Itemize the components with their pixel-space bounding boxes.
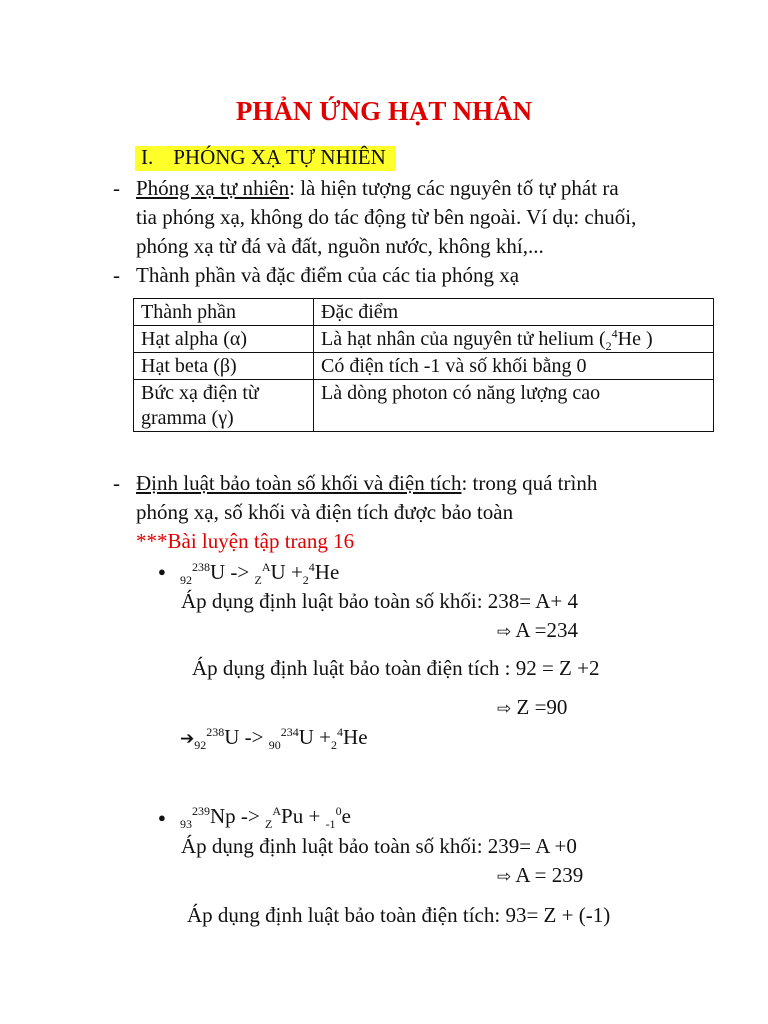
mass-result-2 xyxy=(497,865,583,886)
atomic-number: 90 xyxy=(268,738,281,753)
mass-number: 239 xyxy=(192,804,210,818)
components-intro: Thành phần và đặc điểm của các tia phóng xạ xyxy=(136,263,520,287)
symbol: He xyxy=(343,725,368,749)
table-header-cell: Đặc điểm xyxy=(314,299,714,326)
symbol: He xyxy=(314,560,340,584)
section-number: I. xyxy=(141,145,154,169)
desc-text: He ) xyxy=(617,328,653,350)
page-title: PHẢN ỨNG HẠT NHÂN xyxy=(235,96,533,126)
table-header-cell: Thành phần xyxy=(134,299,314,326)
charge-result-1 xyxy=(497,697,567,718)
definition-line-3: phóng xạ từ đá và đất, nguồn nước, không khí,... xyxy=(136,234,544,258)
arrow-right-icon: ⇨ xyxy=(497,622,512,642)
mass-number: 238 xyxy=(206,725,225,739)
table-cell-desc xyxy=(314,326,714,353)
section-heading xyxy=(135,146,396,171)
mass-conservation-1: Áp dụng định luật bảo toàn số khối: 238= A+ 4 xyxy=(181,589,579,613)
definition-text: : là hiện tượng các nguyên tố tự phát ra xyxy=(289,176,619,200)
atomic-number: 93 xyxy=(180,817,192,832)
mass-conservation-2: Áp dụng định luật bảo toàn số khối: 239= A +0 xyxy=(181,834,577,858)
table-cell-name xyxy=(134,380,314,432)
atomic-number: 92 xyxy=(180,573,192,588)
bullet-icon: ● xyxy=(158,564,166,579)
radiation-properties-table xyxy=(133,298,714,432)
symbol: e xyxy=(341,804,351,828)
equation-2 xyxy=(180,804,351,832)
practice-heading: ***Bài luyện tập trang 16 xyxy=(136,529,355,553)
name-line: Bức xạ điện từ xyxy=(141,382,259,404)
table-cell-name: Hạt beta (β) xyxy=(134,353,314,380)
definition-line-1 xyxy=(136,178,619,199)
desc-text: Là hạt nhân của nguyên tử helium ( xyxy=(321,328,606,350)
term-conservation-law: Định luật bảo toàn số khối và điện tích xyxy=(136,471,462,495)
table-cell-desc: Có điện tích -1 và số khối bằng 0 xyxy=(314,353,714,380)
final-equation-1 xyxy=(180,725,368,753)
charge-conservation-2: Áp dụng định luật bảo toàn điện tích: 93= Z + (-1) xyxy=(187,903,611,927)
table-row xyxy=(134,353,714,380)
table-cell-desc: Là dòng photon có năng lượng cao xyxy=(314,380,714,432)
dash-marker: - xyxy=(113,471,120,495)
atomic-number: 2 xyxy=(605,339,612,353)
term-natural-radioactivity: Phóng xạ tự nhiên xyxy=(136,176,290,200)
mass-number: 4 xyxy=(337,725,344,739)
mass-number: 234 xyxy=(280,725,299,739)
table-row xyxy=(134,326,714,353)
symbol: U + xyxy=(298,725,332,749)
name-line: gramma (γ) xyxy=(141,407,234,429)
result-text: A =234 xyxy=(515,618,578,642)
atomic-number: 2 xyxy=(331,738,338,753)
mass-number: A xyxy=(261,560,271,574)
atomic-number: 92 xyxy=(194,738,207,753)
symbol: Np -> xyxy=(210,804,266,828)
symbol: U -> xyxy=(210,560,255,584)
table-row xyxy=(134,380,714,432)
arrow-right-icon: ⇨ xyxy=(497,867,512,887)
atomic-number: Z xyxy=(265,817,273,832)
section-title: PHÓNG XẠ TỰ NHIÊN xyxy=(173,145,386,169)
law-line-1 xyxy=(136,473,597,494)
mass-number: 0 xyxy=(335,804,342,818)
dash-marker: - xyxy=(113,263,120,287)
mass-result-1 xyxy=(497,620,578,641)
mass-number: A xyxy=(272,804,282,818)
law-text: : trong quá trình xyxy=(461,471,598,495)
bold-arrow-icon: ➔ xyxy=(180,729,195,749)
table-header-row xyxy=(134,299,714,326)
mass-number: 4 xyxy=(611,326,618,341)
definition-line-2: tia phóng xạ, không do tác động từ bên ngoài. Ví dụ: chuối, xyxy=(136,205,637,229)
mass-number: 238 xyxy=(192,560,210,574)
dash-marker: - xyxy=(113,176,120,200)
atomic-number: Z xyxy=(254,573,262,588)
table-cell-name: Hạt alpha (α) xyxy=(134,326,314,353)
charge-conservation-1: Áp dụng định luật bảo toàn điện tích : 92 = Z +2 xyxy=(192,656,600,680)
arrow-right-icon: ⇨ xyxy=(497,699,512,719)
symbol: U -> xyxy=(224,725,269,749)
law-line-2: phóng xạ, số khối và điện tích được bảo toàn xyxy=(136,500,514,524)
symbol: U + xyxy=(270,560,303,584)
atomic-number: -1 xyxy=(325,817,336,832)
equation-1 xyxy=(180,560,340,588)
mass-number: 4 xyxy=(308,560,315,574)
symbol: Pu + xyxy=(281,804,326,828)
result-text: Z =90 xyxy=(516,695,568,719)
bullet-icon: ● xyxy=(158,810,166,825)
result-text: A = 239 xyxy=(515,863,584,887)
atomic-number: 2 xyxy=(302,573,309,588)
